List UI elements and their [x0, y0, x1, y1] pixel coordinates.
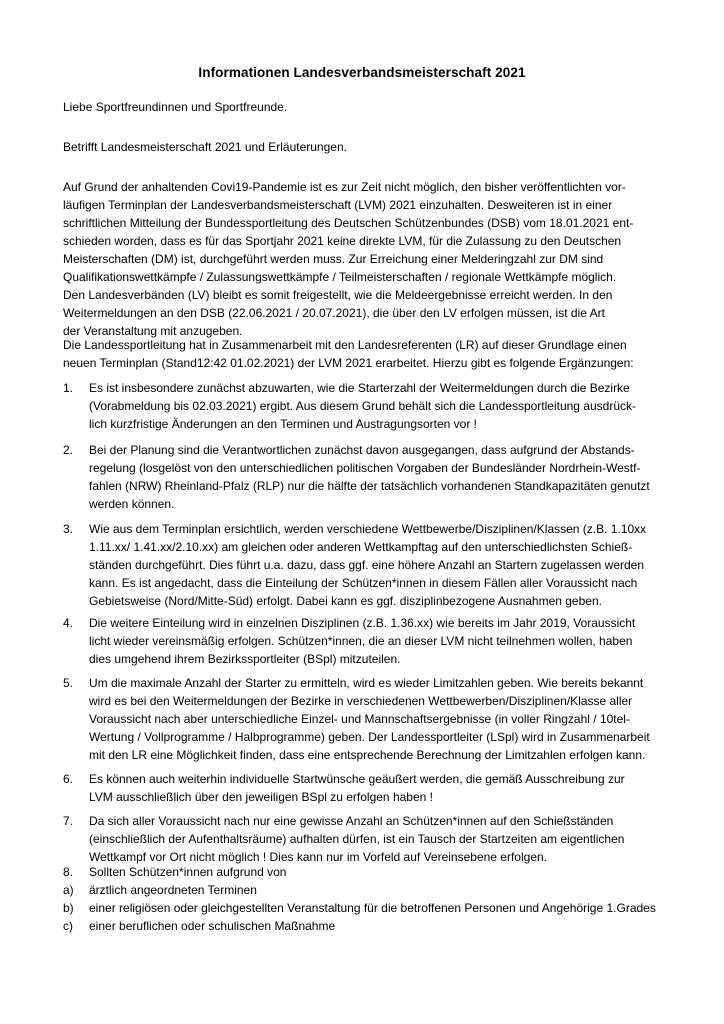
item-text	[89, 770, 669, 806]
text-line: Den Landesverbänden (LV) bleibt es somit freigestellt, wie die Meldeergebnisse erreicht werden. In den	[63, 288, 613, 302]
item-letter: c)	[63, 919, 73, 933]
text-line: (einschließlich der Aufenthaltsräume) aufhalten dürfen, ist ein Tausch der Startzeiten am eigentlichen	[89, 832, 625, 846]
item-number: 1.	[63, 381, 74, 395]
text-line: Die weitere Einteilung wird in einzelnen Disziplinen (z.B. 1.36.xx) wie bereits im Jahr 2019, Voraussicht	[89, 616, 636, 630]
text-line: der Veranstaltung mit anzugeben.	[63, 324, 243, 338]
text-line: Qualifikationswettkämpfe / Zulassungswettkämpfe / Teilmeisterschaften / regionale Wettkämpfe möglich.	[63, 270, 617, 284]
text-line: schriftlichen Mitteilung der Bundessportleitung des Deutschen Schützenbundes (DSB) vom 18.01.2021 ent-	[63, 216, 634, 230]
text-line: lich kurzfristige Änderungen an den Terminen und Austragungsorten vor !	[89, 417, 478, 431]
text-line: kann. Es ist angedacht, dass die Einteilung der Schützen*innen in diesem Fällen aller Voraussicht nach	[89, 576, 638, 590]
text-line: dies umgehend ihrem Bezirkssportleiter (BSpl) mitzuteilen.	[89, 652, 401, 666]
item-text: ärztlich angeordneten Terminen	[89, 883, 257, 897]
item-number: 7.	[63, 814, 74, 828]
text-line: Die Landessportleitung hat in Zusammenarbeit mit den Landesreferenten (LR) auf dieser Grundlage einen	[63, 338, 627, 352]
item-text	[89, 812, 669, 866]
item-number: 5.	[63, 676, 74, 690]
text-line: läufigen Terminplan der Landesverbandsmeisterschaft (LVM) 2021 einzuhalten. Desweiteren ist in einer	[63, 198, 613, 212]
text-line: Da sich aller Voraussicht nach nur eine gewisse Anzahl an Schützen*innen auf den Schießständen	[89, 814, 614, 828]
text-line: Es ist insbesondere zunächst abzuwarten, wie die Starterzahl der Weitermeldungen durch die Bezirke	[89, 381, 630, 395]
text-line: fahlen (NRW) Rheinland-Pfalz (RLP) nur die hälfte der tatsächlich vorhandenen Standkapazitäten genutzt	[89, 479, 650, 493]
item-text	[89, 441, 669, 513]
text-line: mit den LR eine Möglichkeit finden, dass eine entsprechende Berechnung der Limitzahlen erfolgen kann.	[89, 748, 646, 762]
text-line: (Vorabmeldung bis 02.03.2021) ergibt. Aus diesem Grund behält sich die Landessportleitung ausdrück-	[89, 399, 637, 413]
text-line: schieden worden, dass es für das Sportjahr 2021 keine direkte LVM, für die Zulassung zu den Deutschen	[63, 234, 622, 248]
text-line: Voraussicht nach aber unterschiedliche Einzel- und Mannschaftsergebnisse (in voller Ringzahl / 10tel-	[89, 712, 630, 726]
text-line: licht wieder vereinsmäßig erfolgen. Schützen*innen, die an dieser LVM nicht teilnehmen wollen, haben	[89, 634, 633, 648]
text-line: Wettkampf vor Ort nicht möglich ! Dies kann nur im Vorfeld auf Vereinsebene erfolgen.	[89, 850, 548, 864]
item-text	[89, 674, 669, 764]
item-letter: b)	[63, 901, 74, 915]
text-line: Wertung / Vollprogramme / Halbprogramme) geben. Der Landessportleiter (LSpl) wird in Zusammenarbeit	[89, 730, 650, 744]
item-text: einer beruflichen oder schulischen Maßnahme	[89, 919, 336, 933]
text-line: Wie aus dem Terminplan ersichtlich, werden verschiedene Wettbewerbe/Disziplinen/Klassen (z.B. 1.10xx	[89, 522, 647, 536]
item-number: 8.	[63, 865, 74, 879]
text-line: Es können auch weiterhin individuelle Startwünsche geäußert werden, die gemäß Ausschreibung zur	[89, 772, 625, 786]
text-line: neuen Terminplan (Stand12:42 01.02.2021) der LVM 2021 erarbeitet. Hierzu gibt es folgende Ergänzungen:	[63, 356, 634, 370]
text-line: Sollten Schützen*innen aufgrund von	[89, 865, 287, 879]
text-line: wird es bei den Weitermeldungen der Bezirke in verschiedenen Wettbewerben/Disziplinen/Klasse aller	[89, 694, 633, 708]
text-line: LVM ausschließlich über den jeweiligen BSpl zu erfolgen haben !	[89, 790, 433, 804]
text-line: Weitermeldungen an den DSB (22.06.2021 / 20.07.2021), die über den LV erfolgen müssen, ist die Art	[63, 306, 605, 320]
item-text	[89, 863, 669, 881]
greeting: Liebe Sportfreundinnen und Sportfreunde.	[63, 100, 288, 114]
text-line: werden können.	[89, 497, 175, 511]
item-letter: a)	[63, 883, 74, 897]
item-text: einer religiösen oder gleichgestellten Veranstaltung für die betroffenen Personen und Angehörige 1.Grades	[89, 901, 656, 915]
text-line: Bei der Planung sind die Verantwortlichen zunächst davon ausgegangen, dass aufgrund der Abstands-	[89, 443, 635, 457]
item-text	[89, 520, 669, 610]
text-line: Meisterschaften (DM) ist, durchgeführt werden muss. Zur Erreichung einer Melderingzahl zur DM sind	[63, 252, 604, 266]
item-text	[89, 614, 669, 668]
text-line: Um die maximale Anzahl der Starter zu ermitteln, wird es wieder Limitzahlen geben. Wie bereits bekannt	[89, 676, 644, 690]
item-text	[89, 379, 669, 433]
text-line: Gebietsweise (Nord/Mitte-Süd) erfolgt. Dabei kann es ggf. disziplinbezogene Ausnahmen geben.	[89, 594, 602, 608]
text-line: Auf Grund der anhaltenden Covi19-Pandemie ist es zur Zeit nicht möglich, den bisher veröffentlichten vor-	[63, 180, 626, 194]
item-number: 2.	[63, 443, 74, 457]
subject-line: Betrifft Landesmeisterschaft 2021 und Erläuterungen.	[63, 140, 347, 154]
text-line: 1.11.xx/ 1.41.xx/2.10.xx) am gleichen oder anderen Wettkampftag auf den unterschiedlichsten Schieß-	[89, 540, 633, 554]
ergaenzungen-paragraph	[63, 336, 663, 372]
item-number: 3.	[63, 522, 74, 536]
document-title: Informationen Landesverbandsmeisterschaft 2021	[198, 65, 526, 80]
item-number: 4.	[63, 616, 74, 630]
text-line: regelung (losgelöst von den unterschiedlichen politischen Vorgaben der Bundesländer Nordrhein-Westf-	[89, 461, 641, 475]
intro-paragraph	[63, 178, 663, 340]
item-number: 6.	[63, 772, 74, 786]
text-line: ständen durchgeführt. Dies führt u.a. dazu, dass ggf. eine höhere Anzahl an Startern zugelassen werden	[89, 558, 645, 572]
